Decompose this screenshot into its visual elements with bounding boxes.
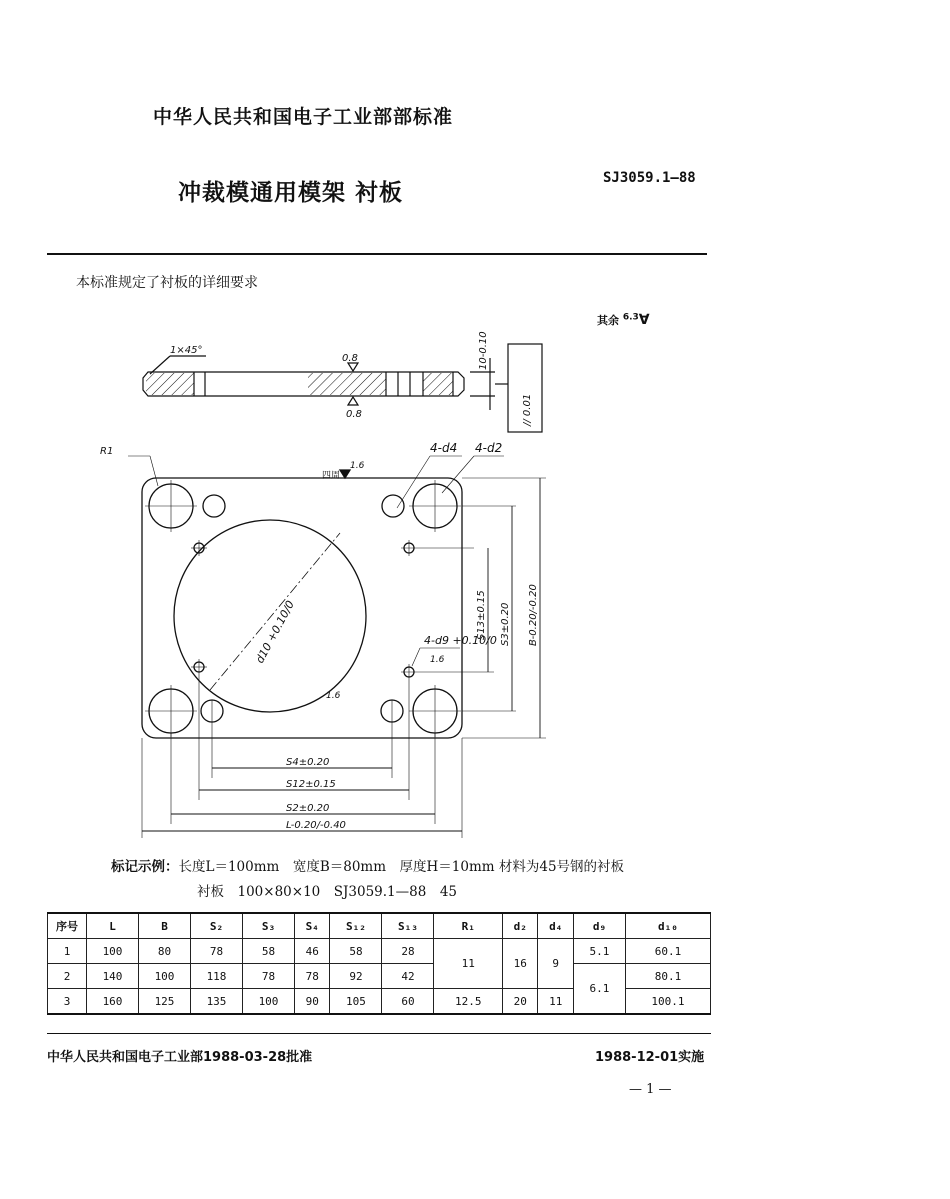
- col-header: S₁₂: [330, 913, 382, 939]
- implementation-date: 1988-12-01实施: [595, 1050, 705, 1065]
- marking-line1: 长度L＝100mm 宽度B＝80mm 厚度H＝10mm 材料为45号钢的衬板: [178, 859, 625, 875]
- side-roughness-bottom: 0.8: [346, 409, 362, 420]
- bore-roughness: 1.6: [326, 691, 341, 701]
- dim-s2: S2±0.20: [286, 803, 330, 814]
- table-cell-d9: 5.1: [573, 939, 625, 964]
- table-cell: 80.1: [625, 964, 710, 989]
- plan-view: [128, 456, 546, 838]
- pin-hole-label: 4-d9 +0.10/0: [424, 634, 497, 647]
- table-cell: 60.1: [625, 939, 710, 964]
- col-header: R₁: [434, 913, 503, 939]
- document-title: 冲裁模通用模架 衬板: [178, 180, 404, 206]
- table-cell-d2: 20: [502, 989, 537, 1015]
- table-cell: 105: [330, 989, 382, 1015]
- marking-example: [111, 855, 624, 875]
- radius-label: R1: [100, 446, 114, 457]
- pin-roughness: 1.6: [430, 655, 445, 665]
- center-hole-label: d10 +0.10/0: [253, 598, 297, 666]
- header-rule: [47, 253, 707, 255]
- table-cell-d4: 9: [538, 939, 573, 989]
- table-cell: 46: [295, 939, 330, 964]
- col-header: d₁₀: [625, 913, 710, 939]
- intro-text: 本标准规定了衬板的详细要求: [76, 275, 258, 291]
- col-header: d₉: [573, 913, 625, 939]
- side-roughness-top: 0.8: [342, 353, 358, 364]
- perimeter-note: 四周: [322, 471, 341, 481]
- table-cell: 92: [330, 964, 382, 989]
- technical-drawing: [90, 328, 560, 848]
- roughness-other: [597, 312, 650, 328]
- table-cell: 2: [48, 964, 87, 989]
- roughness-other-value: 6.3: [622, 312, 639, 323]
- table-cell: 58: [243, 939, 295, 964]
- roughness-symbol-icon: ∀: [638, 312, 650, 328]
- col-header: S₂: [191, 913, 243, 939]
- col-header: S₄: [295, 913, 330, 939]
- roughness-other-label: 其余: [597, 314, 619, 327]
- table-cell: 58: [330, 939, 382, 964]
- table-cell: 140: [87, 964, 139, 989]
- dim-b: B-0.20/-0.20: [528, 584, 539, 646]
- col-header: B: [139, 913, 191, 939]
- dim-s4: S4±0.20: [286, 757, 330, 768]
- chamfer-label: 1×45°: [170, 345, 203, 356]
- table-header-row: [48, 913, 711, 939]
- table-row: [48, 939, 711, 964]
- col-header: S₁₃: [382, 913, 434, 939]
- table-cell: 80: [139, 939, 191, 964]
- hole-d4-label: 4-d4: [430, 441, 458, 455]
- dim-s13: S13±0.15: [476, 590, 487, 640]
- hole-d2-label: 4-d2: [475, 441, 503, 455]
- table-cell: 28: [382, 939, 434, 964]
- table-cell: 135: [191, 989, 243, 1015]
- approval-date: 中华人民共和国电子工业部1988-03-28批准: [47, 1050, 313, 1065]
- table-cell: 60: [382, 989, 434, 1015]
- dimension-table: [47, 912, 711, 1015]
- standard-code: SJ3059.1—88: [603, 170, 696, 186]
- table-cell: 78: [243, 964, 295, 989]
- col-header: d₄: [538, 913, 573, 939]
- table-cell: 90: [295, 989, 330, 1015]
- marking-line2: 衬板 100×80×10 SJ3059.1—88 45: [197, 884, 458, 900]
- parallelism-label: // 0.01: [522, 393, 533, 426]
- dim-s3: S3±0.20: [500, 602, 511, 646]
- table-cell-r1: 12.5: [434, 989, 503, 1015]
- table-cell: 100: [87, 939, 139, 964]
- issuing-organization: 中华人民共和国电子工业部部标准: [153, 106, 454, 128]
- table-cell: 100: [139, 964, 191, 989]
- table-cell-d9: 6.1: [573, 964, 625, 1015]
- table-cell: 125: [139, 989, 191, 1015]
- table-cell: 78: [191, 939, 243, 964]
- perimeter-roughness: 1.6: [350, 461, 365, 471]
- col-header: L: [87, 913, 139, 939]
- table-cell: 78: [295, 964, 330, 989]
- dim-s12: S12±0.15: [286, 779, 336, 790]
- table-cell: 1: [48, 939, 87, 964]
- thickness-label: 10-0.10: [478, 331, 489, 370]
- table-cell-d4: 11: [538, 989, 573, 1015]
- col-header: d₂: [502, 913, 537, 939]
- table-cell: 100.1: [625, 989, 710, 1015]
- table-cell-r1: 11: [434, 939, 503, 989]
- table-row: [48, 964, 711, 989]
- table-cell-d2: 16: [502, 939, 537, 989]
- footer-rule: [47, 1033, 711, 1034]
- table-cell: 3: [48, 989, 87, 1015]
- table-cell: 100: [243, 989, 295, 1015]
- table-cell: 42: [382, 964, 434, 989]
- table-cell: 118: [191, 964, 243, 989]
- marking-label: 标记示例：: [111, 859, 179, 875]
- col-header: S₃: [243, 913, 295, 939]
- dim-l: L-0.20/-0.40: [286, 820, 346, 831]
- table-cell: 160: [87, 989, 139, 1015]
- page-number: — 1 —: [629, 1082, 672, 1097]
- col-header: 序号: [48, 913, 87, 939]
